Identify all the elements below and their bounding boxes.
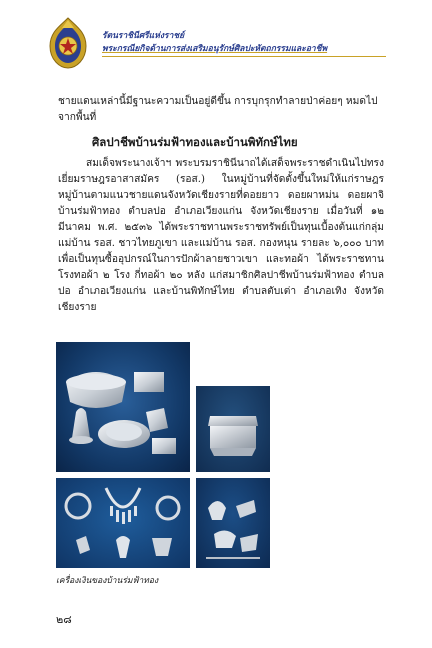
body-paragraph — [58, 156, 384, 316]
photo-silver-box — [196, 386, 270, 472]
header-subtitle: พระกรณียกิจด้านการส่งเสริมอนุรักษ์ศิลปะหัตถกรรมและอาชีพ — [102, 44, 328, 54]
photo-silverware-set — [56, 342, 190, 472]
section-heading: ศิลปาชีพบ้านร่มฟ้าทองและบ้านพิทักษ์ไทย — [92, 135, 298, 149]
page-header — [46, 16, 386, 72]
intro-text: ชายแดนเหล่านี้มีฐานะความเป็นอยู่ดีขึ้น การบุกรุกทำลายป่าค่อยๆ หมดไปจากพื้นที่ — [58, 96, 378, 123]
photo-silver-figurines — [196, 478, 270, 568]
photo-caption: เครื่องเงินของบ้านร่มฟ้าทอง — [56, 576, 159, 586]
header-divider — [102, 56, 386, 57]
header-title: รัตนราชินีศรีแห่งราชย์ — [102, 31, 185, 41]
header-titles — [102, 30, 327, 56]
page-number: ๒๘ — [56, 613, 72, 626]
body-text: สมเด็จพระนางเจ้าฯ พระบรมราชินีนาถได้เสด็จพระราชดำเนินไปทรงเยี่ยมราษฎรอาสาสมัคร (รอส.) ในหมู่บ้านที่จัดตั้งขึ้นใหม่ให้แก่ราษฎรหมู่บ้านตามแนวชายแดนจังหวัดเชียงรายที่ดอยยาว ดอยผาหม่น ดอยผาจิบ้านร่มฟ้าทอง ตำบลปอ อำเภอเวียงแก่น จังหวัดเชียงราย เมื่อวันที่ ๑๒ มีนาคม พ.ศ. ๒๕๓๖ ได้พระราชทานพระราชทรัพย์เป็นทุนเบื้องต้นแก่กลุ่มแม่บ้าน รอส. ชาวไทยภูเขา และแม่บ้าน รอส. กองหนุน รายละ ๖,๐๐๐ บาท เพื่อเป็นทุนซื้ออุปกรณ์ในการปักผ้าลายชาวเขา และทอผ้า ได้พระราชทานโรงทอผ้า ๒ โรง กี่ทอผ้า ๒๐ หลัง แก่สมาชิกศิลปาชีพบ้านร่มฟ้าทอง ตำบลปอ อำเภอเวียงแก่น และบ้านพิทักษ์ไทย ตำบลตับเต่า อำเภอเทิง จังหวัดเชียงราย — [58, 158, 384, 313]
royal-emblem-logo — [46, 16, 90, 70]
photo-silver-jewelry — [56, 478, 190, 568]
intro-paragraph — [58, 94, 384, 126]
